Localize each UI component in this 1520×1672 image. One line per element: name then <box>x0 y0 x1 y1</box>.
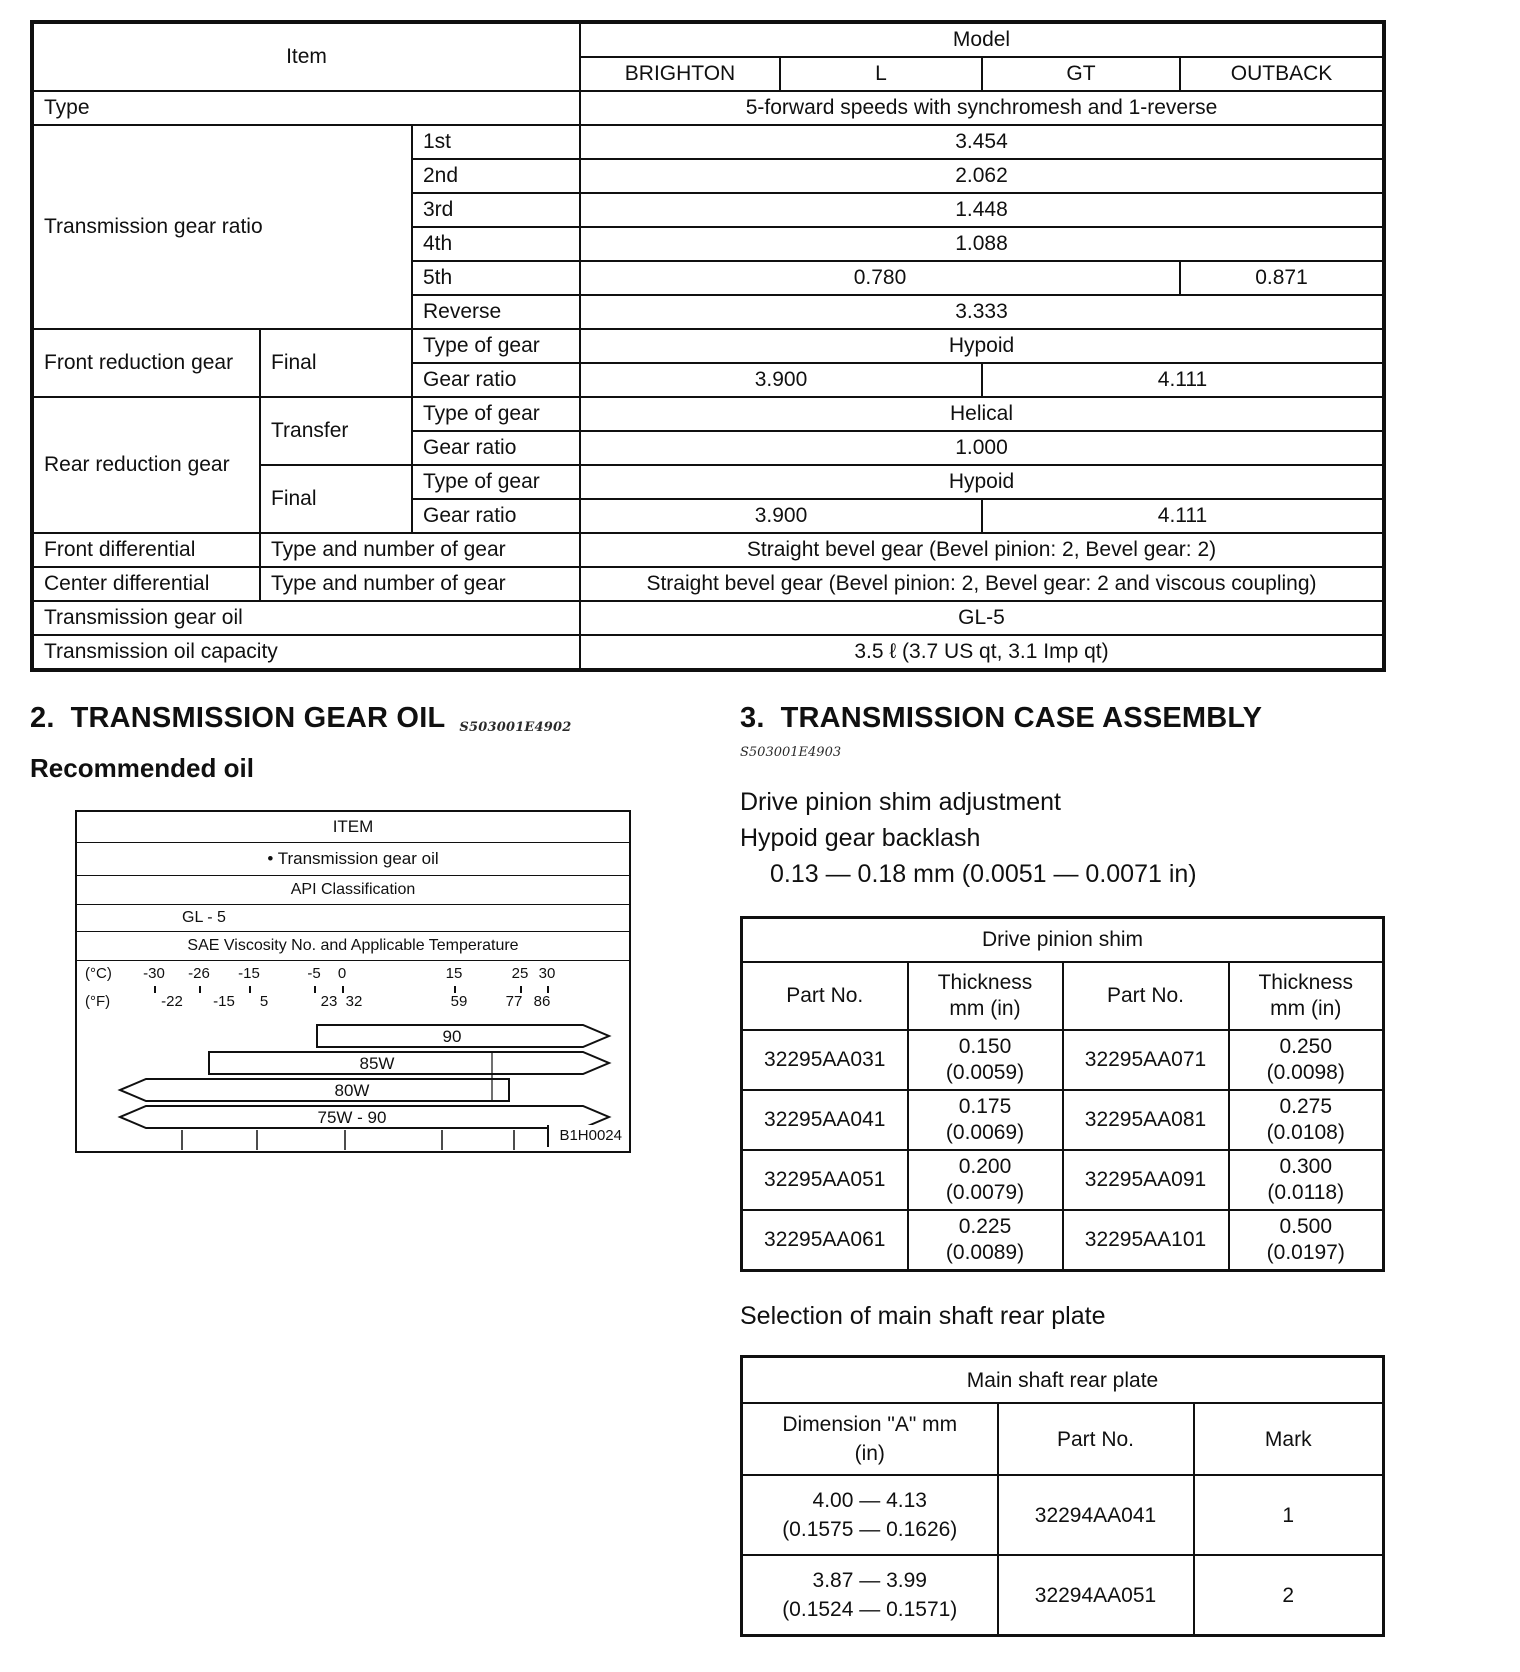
spec-header-row <box>32 22 1384 57</box>
scale-tickmark <box>314 986 316 993</box>
center-differential-value-cell: Straight bevel gear (Bevel pinion: 2, Bevel gear: 2 and viscous coupling) <box>580 567 1384 601</box>
thickness-header-line2: mm (in) <box>949 997 1021 1020</box>
gear-2nd-value-cell: 2.062 <box>580 159 1384 193</box>
celsius-tick-6: 25 <box>511 965 529 982</box>
figure-code: B1H0024 <box>547 1125 624 1147</box>
oil-viscosity-chart <box>75 810 631 1153</box>
backlash-line: Hypoid gear backlash <box>740 824 981 852</box>
front-differential-value-cell: Straight bevel gear (Bevel pinion: 2, Bevel gear: 2) <box>580 533 1384 567</box>
shim-part-header-a: Part No. <box>742 962 908 1030</box>
rear-reduction-label-cell: Rear reduction gear <box>32 397 260 533</box>
backlash-value: 0.13 — 0.18 mm (0.0051 — 0.0071 in) <box>770 860 1197 888</box>
viscosity-bar-75w90-label: 75W - 90 <box>317 1108 387 1127</box>
shim-thickness-cell <box>1229 1090 1384 1150</box>
section-3-code: S503001E4903 <box>740 745 842 760</box>
rear-transfer-ratio-value-cell: 1.000 <box>580 431 1384 465</box>
shim-thickness-cell <box>908 1090 1063 1150</box>
thickness-mm: 0.175 <box>958 1095 1012 1118</box>
rear-transfer-ratio-label-cell: Gear ratio <box>412 431 580 465</box>
front-reduction-type-label-cell: Type of gear <box>412 329 580 363</box>
fahrenheit-unit-label: (°F) <box>85 993 111 1010</box>
gear-reverse-value-cell: 3.333 <box>580 295 1384 329</box>
thickness-mm: 0.150 <box>958 1035 1012 1058</box>
main-shaft-rear-plate-table <box>740 1355 1385 1637</box>
thickness-header-line1: Thickness <box>1258 971 1354 994</box>
plate-table-header-row <box>742 1403 1384 1475</box>
chart-api-value: GL - 5 <box>77 905 629 932</box>
plate-table-title: Main shaft rear plate <box>742 1357 1384 1404</box>
thickness-mm: 0.250 <box>1279 1035 1333 1058</box>
thickness-in: (0.0098) <box>1266 1061 1345 1084</box>
chart-api-label: API Classification <box>77 876 629 905</box>
shim-table-header-row <box>742 962 1384 1030</box>
shim-part-cell: 32295AA031 <box>742 1030 908 1090</box>
rear-transfer-type-row <box>32 397 1384 431</box>
section-3-number: 3. <box>740 702 765 734</box>
viscosity-bar-80w-label: 80W <box>334 1081 370 1100</box>
gear-oil-value-cell: GL-5 <box>580 601 1384 635</box>
front-differential-label-cell: Front differential <box>32 533 260 567</box>
gear-oil-row <box>32 601 1384 635</box>
model-header-cell: Model <box>580 22 1384 57</box>
scale-tickmark <box>199 986 201 993</box>
thickness-in: (0.0089) <box>945 1241 1025 1264</box>
viscosity-bars <box>77 1019 629 1151</box>
viscosity-bar-85w-label: 85W <box>359 1054 395 1073</box>
fahrenheit-tick-1: -15 <box>213 993 235 1010</box>
oil-capacity-row <box>32 635 1384 670</box>
shim-thickness-header-a <box>908 962 1063 1030</box>
front-reduction-type-value-cell: Hypoid <box>580 329 1384 363</box>
dimension-cell <box>742 1555 998 1636</box>
shim-thickness-cell <box>1229 1210 1384 1271</box>
plate-mark-header: Mark <box>1194 1403 1384 1475</box>
shim-row-1 <box>742 1030 1384 1090</box>
front-differential-sub-cell: Type and number of gear <box>260 533 580 567</box>
section-2-title: TRANSMISSION GEAR OIL <box>70 702 446 734</box>
center-differential-sub-cell: Type and number of gear <box>260 567 580 601</box>
dimension-header <box>742 1403 998 1475</box>
chart-sae-label: SAE Viscosity No. and Applicable Temperature <box>77 932 629 961</box>
thickness-in: (0.0059) <box>945 1061 1025 1084</box>
thickness-header-line1: Thickness <box>937 971 1033 994</box>
celsius-tick-4: 0 <box>337 965 347 982</box>
gear-5th-label-cell: 5th <box>412 261 580 295</box>
gear-1st-value-cell: 3.454 <box>580 125 1384 159</box>
shim-row-4 <box>742 1210 1384 1271</box>
dimension-in: (0.1524 — 0.1571) <box>782 1598 958 1621</box>
celsius-tick-3: -5 <box>307 965 321 982</box>
rear-final-type-label-cell: Type of gear <box>412 465 580 499</box>
shim-part-cell: 32295AA101 <box>1063 1210 1229 1271</box>
fahrenheit-tick-0: -22 <box>161 993 183 1010</box>
gear-reverse-label-cell: Reverse <box>412 295 580 329</box>
scale-tickmark <box>249 986 251 993</box>
celsius-tick-7: 30 <box>538 965 556 982</box>
case-assembly-text <box>740 784 1382 892</box>
thickness-in: (0.0079) <box>945 1181 1025 1204</box>
shim-part-cell: 32295AA041 <box>742 1090 908 1150</box>
shim-table-title: Drive pinion shim <box>742 918 1384 963</box>
section-2-heading <box>30 702 678 735</box>
front-reduction-label-cell: Front reduction gear <box>32 329 260 397</box>
viscosity-bar-85w <box>209 1052 609 1074</box>
gear-3rd-value-cell: 1.448 <box>580 193 1384 227</box>
shim-part-cell: 32295AA051 <box>742 1150 908 1210</box>
section-2-code: S503001E4902 <box>459 720 572 735</box>
section-case-assembly <box>740 702 1382 1637</box>
section-3-heading <box>740 702 1382 735</box>
thickness-mm: 0.225 <box>958 1215 1012 1238</box>
gear-ratio-row-1st <box>32 125 1384 159</box>
front-reduction-ratio-bl-cell: 3.900 <box>580 363 982 397</box>
scale-tickmark <box>547 986 549 993</box>
oil-capacity-value-cell: 3.5 ℓ (3.7 US qt, 3.1 Imp qt) <box>580 635 1384 670</box>
plate-mark-cell: 1 <box>1194 1475 1384 1555</box>
fahrenheit-tick-2: 5 <box>259 993 269 1010</box>
fahrenheit-tick-4: 32 <box>345 993 363 1010</box>
model-l-cell: L <box>780 57 982 91</box>
shim-table-title-row <box>742 918 1384 963</box>
gear-2nd-label-cell: 2nd <box>412 159 580 193</box>
fahrenheit-tick-6: 77 <box>505 993 523 1010</box>
gear-1st-label-cell: 1st <box>412 125 580 159</box>
rear-final-ratio-go-cell: 4.111 <box>982 499 1384 533</box>
dimension-mm: 4.00 — 4.13 <box>812 1489 927 1512</box>
type-value-cell: 5-forward speeds with synchromesh and 1-reverse <box>580 91 1384 125</box>
dimension-cell <box>742 1475 998 1555</box>
fahrenheit-tick-3: 23 <box>320 993 338 1010</box>
transmission-spec-table <box>30 20 1386 672</box>
model-outback-cell: OUTBACK <box>1180 57 1384 91</box>
celsius-tick-5: 15 <box>445 965 463 982</box>
temperature-scale <box>77 961 629 1019</box>
shim-thickness-cell <box>1229 1150 1384 1210</box>
gear-3rd-label-cell: 3rd <box>412 193 580 227</box>
chart-item-header: ITEM <box>77 812 629 843</box>
shim-part-cell: 32295AA071 <box>1063 1030 1229 1090</box>
front-reduction-ratio-go-cell: 4.111 <box>982 363 1384 397</box>
scale-tickmark <box>154 986 156 993</box>
viscosity-bar-80w <box>120 1079 509 1101</box>
rear-transfer-cell: Transfer <box>260 397 412 465</box>
section-gear-oil <box>30 702 678 1153</box>
gear-5th-value-outback-cell: 0.871 <box>1180 261 1384 295</box>
thickness-mm: 0.200 <box>958 1155 1012 1178</box>
thickness-in: (0.0197) <box>1266 1241 1345 1264</box>
center-differential-label-cell: Center differential <box>32 567 260 601</box>
shim-thickness-cell <box>908 1030 1063 1090</box>
section-2-number: 2. <box>30 702 55 734</box>
plate-part-header: Part No. <box>998 1403 1194 1475</box>
viscosity-bar-90-label: 90 <box>442 1027 462 1046</box>
front-reduction-type-row <box>32 329 1384 363</box>
shim-row-3 <box>742 1150 1384 1210</box>
shim-thickness-cell <box>908 1150 1063 1210</box>
thickness-mm: 0.275 <box>1279 1095 1333 1118</box>
rear-final-ratio-bl-cell: 3.900 <box>580 499 982 533</box>
shim-part-cell: 32295AA081 <box>1063 1090 1229 1150</box>
thickness-in: (0.0108) <box>1266 1121 1345 1144</box>
shim-part-header-b: Part No. <box>1063 962 1229 1030</box>
item-header-cell: Item <box>32 22 580 91</box>
shim-part-cell: 32295AA061 <box>742 1210 908 1271</box>
rear-final-ratio-label-cell: Gear ratio <box>412 499 580 533</box>
viscosity-bar-90 <box>317 1025 609 1047</box>
rear-final-type-value-cell: Hypoid <box>580 465 1384 499</box>
plate-table-title-row <box>742 1357 1384 1404</box>
celsius-tick-1: -26 <box>188 965 210 982</box>
celsius-tick-0: -30 <box>143 965 165 982</box>
dimension-in: (0.1575 — 0.1626) <box>782 1518 958 1541</box>
shim-thickness-cell <box>1229 1030 1384 1090</box>
center-differential-row <box>32 567 1384 601</box>
chart-oil-item: • Transmission gear oil <box>77 843 629 876</box>
model-brighton-cell: BRIGHTON <box>580 57 780 91</box>
shim-adjustment-line: Drive pinion shim adjustment <box>740 788 1061 816</box>
scale-tickmark <box>454 986 456 993</box>
thickness-in: (0.0069) <box>945 1121 1025 1144</box>
viscosity-bars-svg <box>77 1019 625 1151</box>
type-label-cell: Type <box>32 91 580 125</box>
celsius-unit-label: (°C) <box>85 965 112 982</box>
oil-capacity-label-cell: Transmission oil capacity <box>32 635 580 670</box>
rear-transfer-type-value-cell: Helical <box>580 397 1384 431</box>
type-row <box>32 91 1384 125</box>
recommended-oil-heading: Recommended oil <box>30 753 254 783</box>
plate-row-2 <box>742 1555 1384 1636</box>
celsius-tick-2: -15 <box>238 965 260 982</box>
rear-final-cell: Final <box>260 465 412 533</box>
fahrenheit-tick-7: 86 <box>533 993 551 1010</box>
gear-4th-value-cell: 1.088 <box>580 227 1384 261</box>
dimension-mm: 3.87 — 3.99 <box>812 1569 927 1592</box>
plate-mark-cell: 2 <box>1194 1555 1384 1636</box>
gear-ratio-label-cell: Transmission gear ratio <box>32 125 412 329</box>
plate-part-cell: 32294AA041 <box>998 1475 1194 1555</box>
spec-table-wrap <box>30 20 1386 672</box>
thickness-mm: 0.500 <box>1279 1215 1333 1238</box>
dimension-header-line2: (in) <box>854 1442 885 1465</box>
front-reduction-final-cell: Final <box>260 329 412 397</box>
selection-heading: Selection of main shaft rear plate <box>740 1302 1106 1330</box>
drive-pinion-shim-table <box>740 916 1385 1272</box>
shim-row-2 <box>742 1090 1384 1150</box>
model-gt-cell: GT <box>982 57 1180 91</box>
thickness-header-line2: mm (in) <box>1270 997 1342 1020</box>
fahrenheit-tick-5: 59 <box>450 993 468 1010</box>
gear-oil-label-cell: Transmission gear oil <box>32 601 580 635</box>
shim-thickness-header-b <box>1229 962 1384 1030</box>
plate-part-cell: 32294AA051 <box>998 1555 1194 1636</box>
thickness-in: (0.0118) <box>1267 1181 1345 1204</box>
front-reduction-ratio-label-cell: Gear ratio <box>412 363 580 397</box>
thickness-mm: 0.300 <box>1279 1155 1333 1178</box>
scale-tickmark <box>520 986 522 993</box>
section-3-title: TRANSMISSION CASE ASSEMBLY <box>780 702 1263 734</box>
plate-row-1 <box>742 1475 1384 1555</box>
scale-tickmark <box>342 986 344 993</box>
shim-thickness-cell <box>908 1210 1063 1271</box>
gear-5th-value-blg-cell: 0.780 <box>580 261 1180 295</box>
dimension-header-line1: Dimension "A" mm <box>782 1413 958 1436</box>
gear-4th-label-cell: 4th <box>412 227 580 261</box>
rear-transfer-type-label-cell: Type of gear <box>412 397 580 431</box>
shim-part-cell: 32295AA091 <box>1063 1150 1229 1210</box>
front-differential-row <box>32 533 1384 567</box>
